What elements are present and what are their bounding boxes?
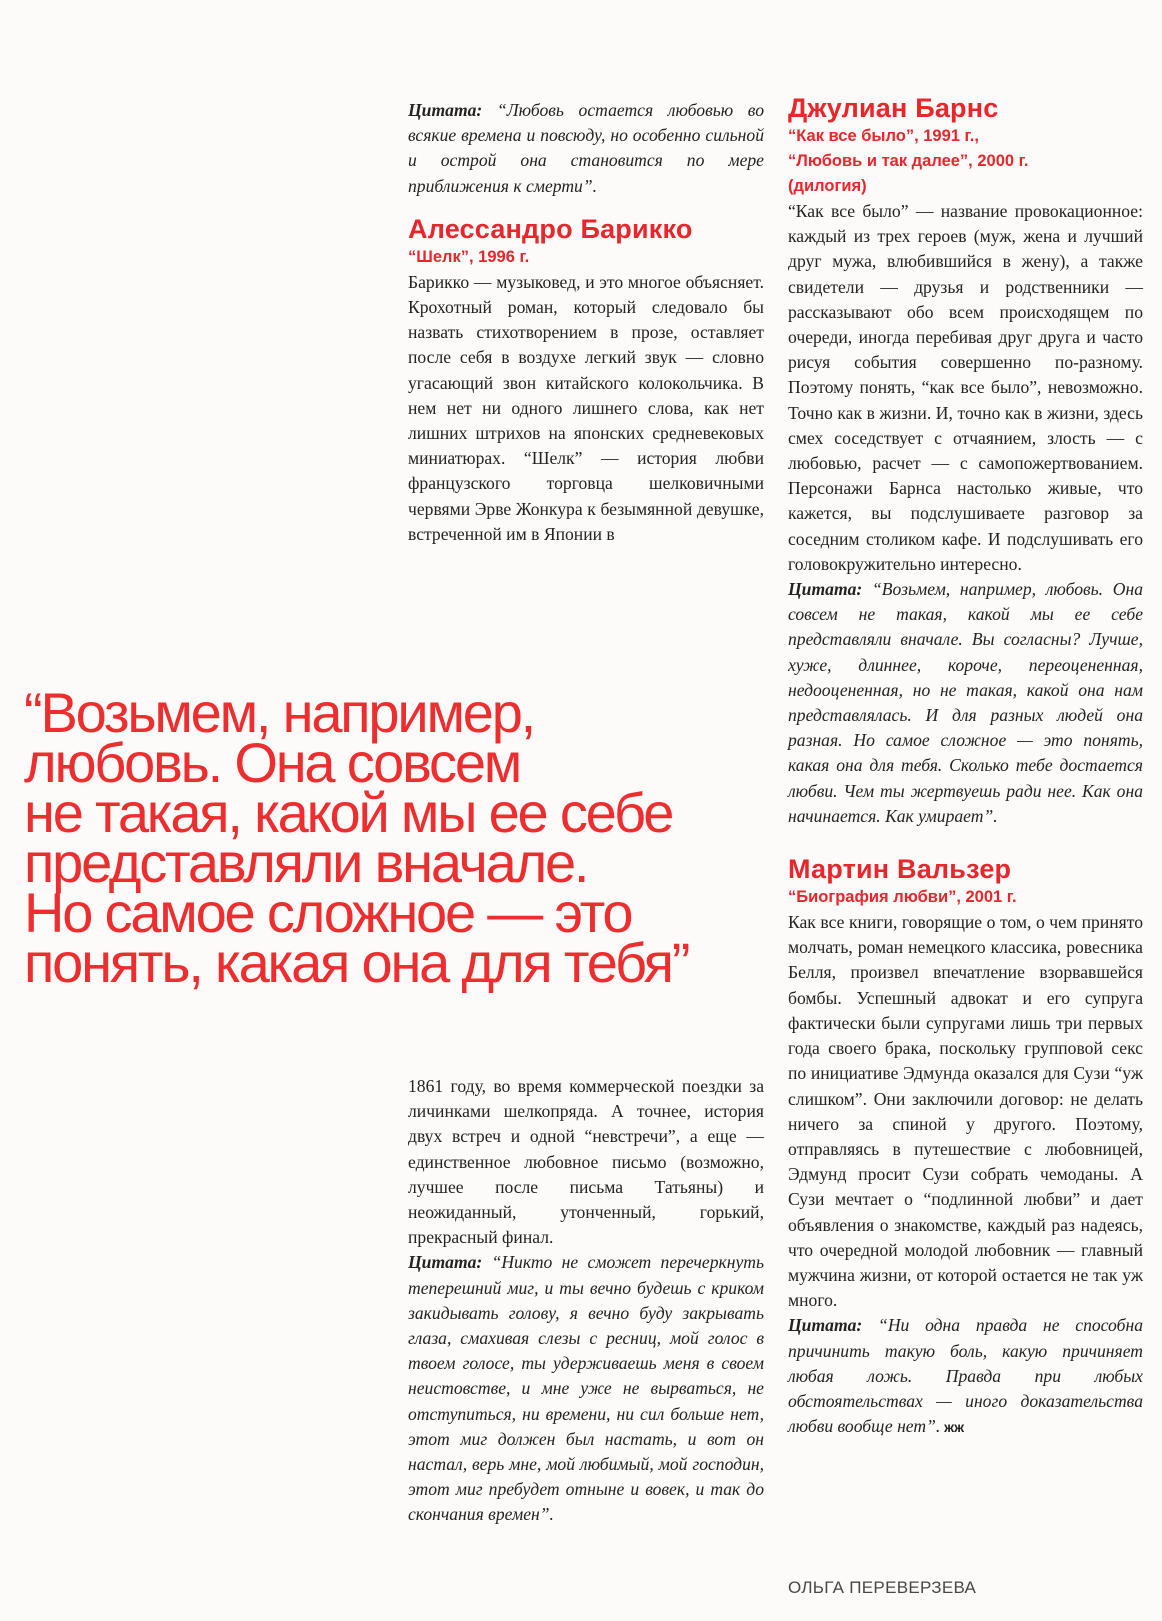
quote-label: Цитата: [788,1315,863,1336]
author-name-walser: Мартин Вальзер [788,854,1012,885]
author-name-baricco: Алессандро Барикко [408,213,693,244]
right-column [788,92,1143,1440]
pull-quote-line: не такая, какой мы ее себе [24,781,673,844]
author-signature: ОЛЬГА ПЕРЕВЕРЗЕВА [788,1578,977,1597]
quote-text: “Любовь остается любовью во всякие времена и повсюду, но особенно сильной и острой она становится по мере приближения к смерти”. [408,100,764,196]
baricco-intro-quote [408,98,764,199]
pull-quote-line: представляли вначале. [24,831,588,894]
pull-quote [24,681,784,994]
quote-text: “Ни одна правда не способна причинить такую боль, какую причиняет любая ложь. Правда при любых обстоятельствах — иного доказательства любви вообще нет”. [788,1315,1143,1437]
baricco-quote [408,1250,764,1527]
review-text-barnes: “Как все было” — название провокационное: каждый из трех героев (муж, жена и лучший друг мужа, влюбившийся в жену), а также свидетели — друзья и родственники — рассказывают обо всем происходящем по очереди, иногда перебивая друг друга и часто рисуя события совершенно по-разному. Поэтому понять, “как все было”, невозможно. Точно как в жизни. И, точно как в жизни, здесь смех соседствует с отчаянием, злость — с любовью, расчет — с самопожертвованием. Персонажи Барнса настолько живые, что кажется, вы подслушиваете разговор за соседним столиком кафе. И подслушивать его головокружительно интересно. [788,201,1143,574]
pull-quote-line: понять, какая она для тебя” [24,931,689,994]
quote-label: Цитата: [408,100,483,120]
author-name-barnes: Джулиан Барнс [788,93,999,123]
quote-text: “Никто не сможет перечеркнуть теперешний миг, и ты вечно будешь с криком закидывать голову, я вечно буду закрывать глаза, смахивая слезы с ресниц, мой голос в твоем голосе, ты удерживаешь меня в своем неистовстве, и мне уже не вырваться, не отступиться, ни времени, ни сил больше нет, этот миг должен был настать, и вот он настал, верь мне, мой любимый, мой господин, этот миг пребудет отныне и вовек, и так до скончания времен”. [408,1252,764,1525]
book-note-barnes: (дилогия) [788,177,867,195]
quote-text: “Возьмем, например, любовь. Она совсем не такая, какой мы ее себе представляли вначале. Вы согласны? Лучше, хуже, длиннее, короче, переоцененная, недооцененная, но не такая, какой она нам представлялась. И для разных людей она разная. Но самое сложное — это понять, какая она для тебя. Сколько тебе достается любви. Чем ты жертвуешь ради нее. Как она начинается. Как умирает”. [788,579,1143,826]
walser-quote [788,1313,1143,1440]
book-title-baricco: “Шелк”, 1996 г. [408,247,530,266]
book-title-barnes-1: “Как все было”, 1991 г., [788,127,979,145]
review-text-baricco-part2: 1861 году, во время коммерческой поездки за личинками шелкопряда. А точнее, история двух встреч и одной “невстречи”, а еще — единственное любовное письмо (возможно, лучшее после письма Татьяны) и неожиданный, утонченный, горький, прекрасный финал. [408,1076,764,1248]
end-mark: жж [940,1419,965,1436]
quote-label: Цитата: [788,579,863,600]
pull-quote-line: “Возьмем, например, [24,681,534,744]
review-text-walser: Как все книги, говорящие о том, о чем принято молчать, роман немецкого классика, ровесника Белля, произвел впечатление взорвавшейся бомбы. Успешный адвокат и его супруга фактически были супругами лишь три первых года своего брака, поскольку групповой секс по инициативе Эдмунда оказался для Сузи “уж слишком”. Они заключили договор: не делать ничего за спиной у другого. Поэтому, отправляясь в путешествие с любовницей, Эдмунд просит Сузи собрать чемоданы. А Сузи мечтает о “подлинной любви” и дает объявления о знакомстве, каждый раз надеясь, что очередной молодой любовник — главный мужчина жизни, от которой остается не так уж много. [788,912,1143,1311]
book-title-barnes-2: “Любовь и так далее”, 2000 г. [788,152,1029,170]
barnes-quote [788,577,1143,829]
review-text-baricco-part1: Барикко — музыковед, и это многое объясняет. Крохотный роман, который следовало бы назвать стихотворением в прозе, оставляет после себя в воздухе легкий звук — словно угасающий звон китайского колокольчика. В нем нет ни одного лишнего слова, как нет лишних штрихов на японских средневековых миниатюрах. “Шелк” — история любви французского торговца шелковичными червями Эрве Жонкура к безымянной девушке, встреченной им в Японии в [408,271,764,544]
left-column-top [408,98,764,547]
book-title-walser: “Биография любви”, 2001 г. [788,888,1017,907]
pull-quote-line: Но самое сложное — это [24,881,632,944]
pull-quote-line: любовь. Она совсем [24,731,521,794]
left-column-bottom [408,1074,764,1528]
quote-label: Цитата: [408,1252,483,1273]
